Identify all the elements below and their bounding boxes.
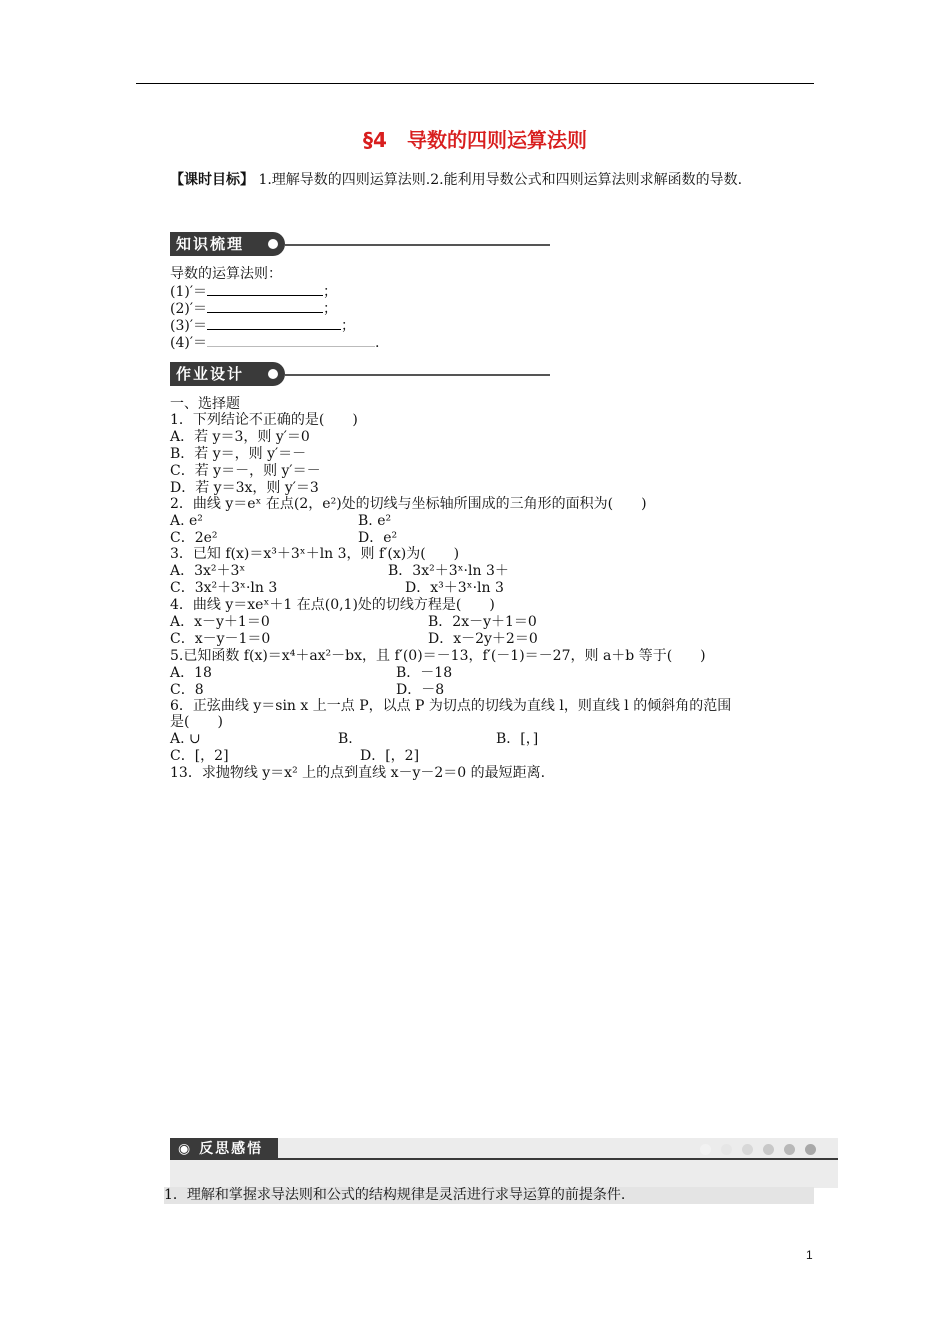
q1-option-c: C．若 y＝－，则 y′＝－ — [170, 463, 321, 479]
q6-option-b: B. — [338, 731, 353, 747]
rule-line-4 — [170, 334, 379, 352]
section-header-homework — [170, 362, 550, 388]
q1-stem: 1．下列结论不正确的是( ) — [170, 412, 358, 428]
section-header-knowledge — [170, 232, 550, 258]
answer-blank[interactable] — [207, 283, 323, 296]
q3-option-a: A．3x²＋3ˣ — [170, 563, 246, 579]
q3-option-b: B．3x²＋3ˣ·ln 3＋ — [388, 563, 509, 579]
q5-option-c: C．8 — [170, 682, 204, 698]
answer-blank[interactable] — [207, 300, 323, 313]
rule-label: (4)′＝ — [170, 335, 208, 351]
goal-text: 1.理解导数的四则运算法则.2.能利用导数公式和四则运算法则求解函数的导数. — [258, 172, 743, 188]
rule-end: . — [375, 335, 380, 351]
rule-line-3 — [170, 317, 355, 335]
q6-option-c: C．[，2] — [170, 748, 229, 764]
q1-option-b: B．若 y＝，则 y′＝－ — [170, 446, 307, 462]
q1-option-d: D．若 y＝3x，则 y′＝3 — [170, 480, 319, 496]
q4-option-b: B．2x－y＋1＝0 — [428, 614, 537, 630]
goal-tag: 【课时目标】 — [170, 172, 254, 188]
q1-option-a: A．若 y＝3，则 y′＝0 — [170, 429, 310, 445]
q4-stem: 4．曲线 y＝xeˣ＋1 在点(0,1)处的切线方程是( ) — [170, 597, 495, 613]
q6-option-d: D．[，2] — [360, 748, 420, 764]
q2-stem: 2．曲线 y＝eˣ 在点(2，e²)处的切线与坐标轴所围成的三角形的面积为( ) — [170, 496, 647, 512]
q5-option-b: B．－18 — [396, 665, 453, 681]
rule-end: ； — [323, 301, 338, 317]
q3-option-c: C．3x²＋3ˣ·ln 3 — [170, 580, 278, 596]
dot-icon — [805, 1144, 816, 1155]
rule-end: ； — [323, 284, 338, 300]
q4-option-a: A．x－y＋1＝0 — [170, 614, 270, 630]
rule-line-2 — [170, 300, 337, 318]
q4-option-c: C．x－y－1＝0 — [170, 631, 271, 647]
divider — [285, 244, 550, 246]
q5-stem: 5.已知函数 f(x)＝x⁴＋ax²－bx，且 f′(0)＝－13，f′(－1)＝－27，则 a＋b 等于( ) — [170, 648, 706, 664]
dot-icon — [784, 1144, 795, 1155]
dot-icon — [742, 1144, 753, 1155]
q3-option-d: D．x³＋3ˣ·ln 3 — [405, 580, 504, 596]
dot-icon — [268, 239, 278, 249]
rules-intro: 导数的运算法则： — [170, 266, 282, 282]
q6-option-a: A. ∪ — [170, 731, 201, 747]
reflection-text: 1．理解和掌握求导法则和公式的结构规律是灵活进行求导运算的前提条件. — [164, 1187, 814, 1204]
q4-option-d: D．x－2y＋2＝0 — [428, 631, 538, 647]
top-rule — [136, 83, 814, 84]
rule-label: (1)′＝ — [170, 284, 208, 300]
answer-blank[interactable] — [207, 317, 341, 330]
answer-blank[interactable] — [207, 334, 375, 347]
q5-option-d: D．－8 — [396, 682, 445, 698]
q3-stem: 3．已知 f(x)＝x³＋3ˣ＋ln 3，则 f′(x)为( ) — [170, 546, 460, 562]
q6-stem-line2: 是( ) — [170, 714, 223, 730]
rule-label: (3)′＝ — [170, 318, 208, 334]
divider — [285, 374, 550, 376]
dot-icon — [763, 1144, 774, 1155]
q5-option-a: A．18 — [170, 665, 212, 681]
page-title: §4 导数的四则运算法则 — [363, 128, 587, 152]
q2-option-b: B. e² — [358, 513, 392, 529]
rule-label: (2)′＝ — [170, 301, 208, 317]
subsection-heading: 一、选择题 — [170, 396, 240, 412]
rule-line-1 — [170, 283, 337, 301]
q13-stem: 13．求抛物线 y＝x² 上的点到直线 x－y－2＝0 的最短距离. — [170, 765, 546, 781]
section-label: 知识梳理 — [170, 232, 285, 256]
page-number: 1 — [806, 1248, 813, 1262]
q2-option-d: D．e² — [358, 530, 398, 546]
decorative-dots — [700, 1143, 832, 1157]
q6-option-b-alt: B．[，] — [496, 731, 539, 747]
dot-icon — [700, 1144, 711, 1155]
q2-option-a: A. e² — [170, 513, 203, 529]
q2-option-c: C．2e² — [170, 530, 218, 546]
section-label: 作业设计 — [170, 362, 285, 386]
dot-icon — [268, 369, 278, 379]
lesson-goal — [170, 172, 820, 189]
reflection-label: ◉ 反思感悟 — [170, 1138, 278, 1160]
dot-icon — [721, 1144, 732, 1155]
reflection-divider — [278, 1158, 838, 1160]
rule-end: ； — [341, 318, 356, 334]
q6-stem-line1: 6．正弦曲线 y＝sin x 上一点 P，以点 P 为切点的切线为直线 l，则直线 l 的倾斜角的范围 — [170, 698, 732, 714]
